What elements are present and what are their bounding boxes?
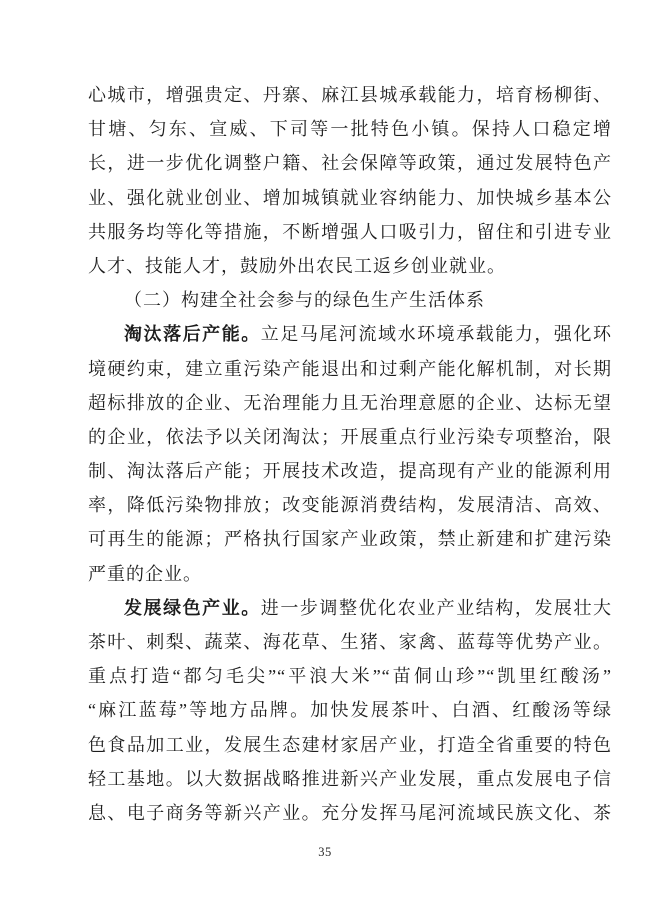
text-line: 长，进一步优化调整户籍、社会保障等政策，通过发展特色产	[88, 153, 612, 174]
text-line: 业、强化就业创业、增加城镇就业容纳能力、加快城乡基本公	[88, 187, 612, 208]
text-line: 重点打造“都匀毛尖”“平浪大米”“苗侗山珍”“凯里红酸汤”	[88, 666, 612, 687]
text-line: 轻工基地。以大数据战略推进新兴产业发展，重点发展电子信	[88, 768, 612, 789]
text-line: 人才、技能人才，鼓励外出农民工返乡创业就业。	[88, 255, 506, 276]
text-line: 可再生的能源；严格执行国家产业政策，禁止新建和扩建污染	[88, 529, 612, 550]
text-line: 息、电子商务等新兴产业。充分发挥马尾河流域民族文化、茶	[88, 802, 612, 823]
text-line: 淘汰落后产能。立足马尾河流域水环境承载能力，强化环	[124, 324, 612, 345]
document-body	[88, 78, 612, 830]
text-line: 茶叶、刺梨、蔬菜、海花草、生猪、家禽、蓝莓等优势产业。	[88, 632, 612, 652]
paragraph-lead: 淘汰落后产能。	[124, 324, 261, 345]
text-line: “麻江蓝莓”等地方品牌。加快发展茶叶、白酒、红酸汤等绿	[88, 700, 612, 721]
text-line: 率，降低污染物排放；改变能源消费结构，发展清洁、高效、	[88, 495, 612, 516]
page-number: 35	[318, 845, 332, 859]
text-line: 共服务均等化等措施，不断增强人口吸引力，留住和引进专业	[88, 221, 612, 242]
text-line: 发展绿色产业。进一步调整优化农业产业结构，发展壮大	[124, 597, 612, 618]
text-line: 超标排放的企业、无治理能力且无治理意愿的企业、达标无望	[88, 392, 612, 413]
text-line: 境硬约束，建立重污染产能退出和过剩产能化解机制，对长期	[88, 358, 612, 379]
text-line: 制、淘汰落后产能；开展技术改造，提高现有产业的能源利用	[88, 461, 612, 482]
text-line: 色食品加工业，发展生态建材家居产业，打造全省重要的特色	[88, 734, 612, 755]
text-line: 心城市，增强贵定、丹寨、麻江县城承载能力，培育杨柳街、	[88, 85, 612, 105]
paragraph-lead: 发展绿色产业。	[124, 597, 261, 618]
text-line: 的企业，依法予以关闭淘汰；开展重点行业污染专项整治，限	[88, 426, 612, 447]
section-heading: （二）构建全社会参与的绿色生产生活体系	[124, 290, 485, 311]
text-line: 甘塘、匀东、宣威、下司等一批特色小镇。保持人口稳定增	[88, 119, 612, 140]
text-line: 严重的企业。	[88, 563, 202, 584]
